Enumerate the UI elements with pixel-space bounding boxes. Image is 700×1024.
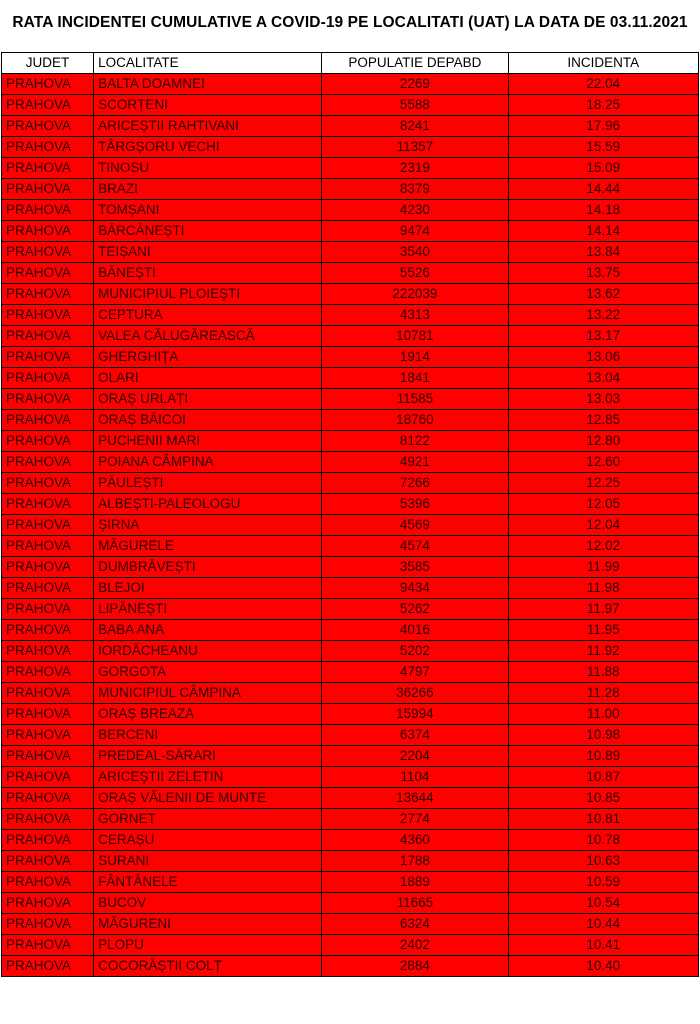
incidenta-cell: 11.00: [508, 704, 698, 725]
populatie-cell: 6324: [322, 914, 508, 935]
populatie-cell: 18760: [322, 410, 508, 431]
judet-cell: PRAHOVA: [2, 305, 94, 326]
header-row: [2, 53, 699, 74]
localitate-cell: GHERGHIȚA: [94, 347, 322, 368]
incidenta-cell: 10.44: [508, 914, 698, 935]
judet-cell: PRAHOVA: [2, 704, 94, 725]
table-row: [2, 158, 699, 179]
table-row: [2, 935, 699, 956]
populatie-cell: 9434: [322, 578, 508, 599]
table-row: [2, 557, 699, 578]
incidenta-cell: 12.80: [508, 431, 698, 452]
localitate-cell: ORAȘ VĂLENII DE MUNTE: [94, 788, 322, 809]
incidenta-cell: 12.05: [508, 494, 698, 515]
table-row: [2, 578, 699, 599]
localitate-cell: ARICEȘTII RAHTIVANI: [94, 116, 322, 137]
incidenta-cell: 10.81: [508, 809, 698, 830]
localitate-cell: TÂRGȘORU VECHI: [94, 137, 322, 158]
table-row: [2, 179, 699, 200]
judet-cell: PRAHOVA: [2, 473, 94, 494]
judet-cell: PRAHOVA: [2, 326, 94, 347]
column-header-incidenta: INCIDENTA: [508, 53, 698, 74]
incidenta-cell: 13.75: [508, 263, 698, 284]
judet-cell: PRAHOVA: [2, 662, 94, 683]
judet-cell: PRAHOVA: [2, 137, 94, 158]
incidenta-cell: 22.04: [508, 74, 698, 95]
judet-cell: PRAHOVA: [2, 242, 94, 263]
populatie-cell: 8122: [322, 431, 508, 452]
table-row: [2, 137, 699, 158]
incidenta-cell: 15.09: [508, 158, 698, 179]
incidenta-cell: 11.99: [508, 557, 698, 578]
localitate-cell: DUMBRĂVEȘTI: [94, 557, 322, 578]
judet-cell: PRAHOVA: [2, 578, 94, 599]
populatie-cell: 9474: [322, 221, 508, 242]
localitate-cell: ALBEȘTI-PALEOLOGU: [94, 494, 322, 515]
populatie-cell: 8379: [322, 179, 508, 200]
table-row: [2, 809, 699, 830]
populatie-cell: 4313: [322, 305, 508, 326]
incidenta-cell: 12.85: [508, 410, 698, 431]
judet-cell: PRAHOVA: [2, 893, 94, 914]
table-row: [2, 662, 699, 683]
populatie-cell: 2204: [322, 746, 508, 767]
incidenta-cell: 10.78: [508, 830, 698, 851]
incidenta-cell: 10.59: [508, 872, 698, 893]
localitate-cell: IORDĂCHEANU: [94, 641, 322, 662]
table-row: [2, 536, 699, 557]
column-header-populatie: POPULATIE DEPABD: [322, 53, 508, 74]
judet-cell: PRAHOVA: [2, 347, 94, 368]
table-row: [2, 683, 699, 704]
table-row: [2, 263, 699, 284]
table-row: [2, 74, 699, 95]
localitate-cell: BERCENI: [94, 725, 322, 746]
incidenta-cell: 10.41: [508, 935, 698, 956]
table-row: [2, 830, 699, 851]
judet-cell: PRAHOVA: [2, 830, 94, 851]
judet-cell: PRAHOVA: [2, 620, 94, 641]
incidenta-cell: 13.84: [508, 242, 698, 263]
populatie-cell: 3540: [322, 242, 508, 263]
judet-cell: PRAHOVA: [2, 368, 94, 389]
judet-cell: PRAHOVA: [2, 725, 94, 746]
judet-cell: PRAHOVA: [2, 788, 94, 809]
localitate-cell: CEPTURA: [94, 305, 322, 326]
populatie-cell: 1914: [322, 347, 508, 368]
populatie-cell: 2319: [322, 158, 508, 179]
populatie-cell: 6374: [322, 725, 508, 746]
incidenta-cell: 18.25: [508, 95, 698, 116]
incidenta-cell: 14.18: [508, 200, 698, 221]
judet-cell: PRAHOVA: [2, 809, 94, 830]
incidenta-cell: 13.06: [508, 347, 698, 368]
judet-cell: PRAHOVA: [2, 221, 94, 242]
localitate-cell: MĂGURELE: [94, 536, 322, 557]
localitate-cell: BABA ANA: [94, 620, 322, 641]
populatie-cell: 36266: [322, 683, 508, 704]
judet-cell: PRAHOVA: [2, 767, 94, 788]
table-row: [2, 704, 699, 725]
populatie-cell: 13644: [322, 788, 508, 809]
judet-cell: PRAHOVA: [2, 452, 94, 473]
table-row: [2, 473, 699, 494]
localitate-cell: ȘIRNA: [94, 515, 322, 536]
localitate-cell: PĂULEȘTI: [94, 473, 322, 494]
table-row: [2, 599, 699, 620]
populatie-cell: 11665: [322, 893, 508, 914]
table-row: [2, 410, 699, 431]
incidenta-cell: 10.85: [508, 788, 698, 809]
judet-cell: PRAHOVA: [2, 683, 94, 704]
page-title: RATA INCIDENTEI CUMULATIVE A COVID-19 PE LOCALITATI (UAT) LA DATA DE 03.11.2021: [12, 14, 688, 31]
judet-cell: PRAHOVA: [2, 158, 94, 179]
judet-cell: PRAHOVA: [2, 410, 94, 431]
judet-cell: PRAHOVA: [2, 431, 94, 452]
table-row: [2, 851, 699, 872]
table-row: [2, 347, 699, 368]
populatie-cell: 4921: [322, 452, 508, 473]
table-row: [2, 620, 699, 641]
localitate-cell: PREDEAL-SĂRARI: [94, 746, 322, 767]
incidenta-cell: 10.98: [508, 725, 698, 746]
localitate-cell: PLOPU: [94, 935, 322, 956]
incidenta-cell: 15.59: [508, 137, 698, 158]
populatie-cell: 8241: [322, 116, 508, 137]
populatie-cell: 1889: [322, 872, 508, 893]
localitate-cell: BUCOV: [94, 893, 322, 914]
populatie-cell: 4016: [322, 620, 508, 641]
incidenta-cell: 11.98: [508, 578, 698, 599]
populatie-cell: 4574: [322, 536, 508, 557]
incidenta-cell: 11.97: [508, 599, 698, 620]
incidenta-cell: 13.03: [508, 389, 698, 410]
judet-cell: PRAHOVA: [2, 263, 94, 284]
judet-cell: PRAHOVA: [2, 641, 94, 662]
table-row: [2, 200, 699, 221]
populatie-cell: 4360: [322, 830, 508, 851]
localitate-cell: SURANI: [94, 851, 322, 872]
populatie-cell: 4230: [322, 200, 508, 221]
table-row: [2, 914, 699, 935]
populatie-cell: 222039: [322, 284, 508, 305]
populatie-cell: 1104: [322, 767, 508, 788]
judet-cell: PRAHOVA: [2, 956, 94, 977]
localitate-cell: BLEJOI: [94, 578, 322, 599]
table-row: [2, 893, 699, 914]
judet-cell: PRAHOVA: [2, 536, 94, 557]
incidenta-cell: 12.04: [508, 515, 698, 536]
incidenta-cell: 13.04: [508, 368, 698, 389]
localitate-cell: VALEA CĂLUGĂREASCĂ: [94, 326, 322, 347]
judet-cell: PRAHOVA: [2, 284, 94, 305]
populatie-cell: 1841: [322, 368, 508, 389]
populatie-cell: 7266: [322, 473, 508, 494]
populatie-cell: 5526: [322, 263, 508, 284]
populatie-cell: 5588: [322, 95, 508, 116]
populatie-cell: 2269: [322, 74, 508, 95]
judet-cell: PRAHOVA: [2, 914, 94, 935]
table-row: [2, 515, 699, 536]
judet-cell: PRAHOVA: [2, 599, 94, 620]
populatie-cell: 15994: [322, 704, 508, 725]
table-body: [2, 74, 699, 977]
table-row: [2, 431, 699, 452]
populatie-cell: 4797: [322, 662, 508, 683]
incidenta-cell: 11.95: [508, 620, 698, 641]
localitate-cell: OLARI: [94, 368, 322, 389]
incidenta-cell: 10.89: [508, 746, 698, 767]
table-row: [2, 872, 699, 893]
populatie-cell: 5396: [322, 494, 508, 515]
incidenta-cell: 10.87: [508, 767, 698, 788]
table-row: [2, 746, 699, 767]
localitate-cell: FÂNTÂNELE: [94, 872, 322, 893]
table-row: [2, 494, 699, 515]
incidenta-cell: 17.96: [508, 116, 698, 137]
judet-cell: PRAHOVA: [2, 872, 94, 893]
judet-cell: PRAHOVA: [2, 179, 94, 200]
table-row: [2, 305, 699, 326]
incidenta-cell: 13.17: [508, 326, 698, 347]
populatie-cell: 4569: [322, 515, 508, 536]
column-header-judet: JUDET: [2, 53, 94, 74]
table-row: [2, 788, 699, 809]
incidenta-cell: 14.14: [508, 221, 698, 242]
populatie-cell: 2884: [322, 956, 508, 977]
localitate-cell: LIPĂNEȘTI: [94, 599, 322, 620]
incidenta-cell: 10.40: [508, 956, 698, 977]
localitate-cell: BĂRCĂNEȘTI: [94, 221, 322, 242]
populatie-cell: 10781: [322, 326, 508, 347]
populatie-cell: 5262: [322, 599, 508, 620]
localitate-cell: MUNICIPIUL CÂMPINA: [94, 683, 322, 704]
table-row: [2, 116, 699, 137]
localitate-cell: SCORȚENI: [94, 95, 322, 116]
localitate-cell: BRAZI: [94, 179, 322, 200]
localitate-cell: BALTA DOAMNEI: [94, 74, 322, 95]
table-row: [2, 956, 699, 977]
localitate-cell: TINOSU: [94, 158, 322, 179]
table-row: [2, 725, 699, 746]
table-row: [2, 284, 699, 305]
populatie-cell: 3585: [322, 557, 508, 578]
localitate-cell: GORGOTA: [94, 662, 322, 683]
table-row: [2, 452, 699, 473]
judet-cell: PRAHOVA: [2, 494, 94, 515]
populatie-cell: 2774: [322, 809, 508, 830]
localitate-cell: ORAȘ URLAȚI: [94, 389, 322, 410]
localitate-cell: MĂGURENI: [94, 914, 322, 935]
localitate-cell: ARICEȘTII ZELETIN: [94, 767, 322, 788]
localitate-cell: ORAȘ BREAZA: [94, 704, 322, 725]
judet-cell: PRAHOVA: [2, 851, 94, 872]
judet-cell: PRAHOVA: [2, 389, 94, 410]
incidenta-cell: 12.25: [508, 473, 698, 494]
incidenta-cell: 10.54: [508, 893, 698, 914]
localitate-cell: MUNICIPIUL PLOIEȘTI: [94, 284, 322, 305]
judet-cell: PRAHOVA: [2, 74, 94, 95]
incidenta-cell: 13.62: [508, 284, 698, 305]
localitate-cell: TOMȘANI: [94, 200, 322, 221]
incidenta-cell: 13.22: [508, 305, 698, 326]
populatie-cell: 2402: [322, 935, 508, 956]
table-row: [2, 242, 699, 263]
column-header-localitate: LOCALITATE: [94, 53, 322, 74]
localitate-cell: BĂNEȘTI: [94, 263, 322, 284]
incidenta-cell: 11.92: [508, 641, 698, 662]
incidenta-cell: 10.63: [508, 851, 698, 872]
incidenta-cell: 12.02: [508, 536, 698, 557]
incidenta-cell: 12.60: [508, 452, 698, 473]
table-row: [2, 326, 699, 347]
judet-cell: PRAHOVA: [2, 515, 94, 536]
judet-cell: PRAHOVA: [2, 935, 94, 956]
table-row: [2, 95, 699, 116]
judet-cell: PRAHOVA: [2, 746, 94, 767]
localitate-cell: PUCHENII MARI: [94, 431, 322, 452]
populatie-cell: 11357: [322, 137, 508, 158]
table-row: [2, 389, 699, 410]
incidenta-cell: 11.28: [508, 683, 698, 704]
judet-cell: PRAHOVA: [2, 200, 94, 221]
localitate-cell: ORAȘ BĂICOI: [94, 410, 322, 431]
localitate-cell: POIANA CÂMPINA: [94, 452, 322, 473]
table-row: [2, 221, 699, 242]
incidenta-cell: 11.88: [508, 662, 698, 683]
localitate-cell: GORNET: [94, 809, 322, 830]
localitate-cell: TEIȘANI: [94, 242, 322, 263]
judet-cell: PRAHOVA: [2, 116, 94, 137]
judet-cell: PRAHOVA: [2, 95, 94, 116]
localitate-cell: COCORĂȘTII COLȚ: [94, 956, 322, 977]
populatie-cell: 1788: [322, 851, 508, 872]
localitate-cell: CERAȘU: [94, 830, 322, 851]
table-row: [2, 767, 699, 788]
populatie-cell: 11585: [322, 389, 508, 410]
judet-cell: PRAHOVA: [2, 557, 94, 578]
incidenta-cell: 14.44: [508, 179, 698, 200]
table-row: [2, 368, 699, 389]
incidence-table: [1, 52, 699, 977]
table-row: [2, 641, 699, 662]
populatie-cell: 5202: [322, 641, 508, 662]
